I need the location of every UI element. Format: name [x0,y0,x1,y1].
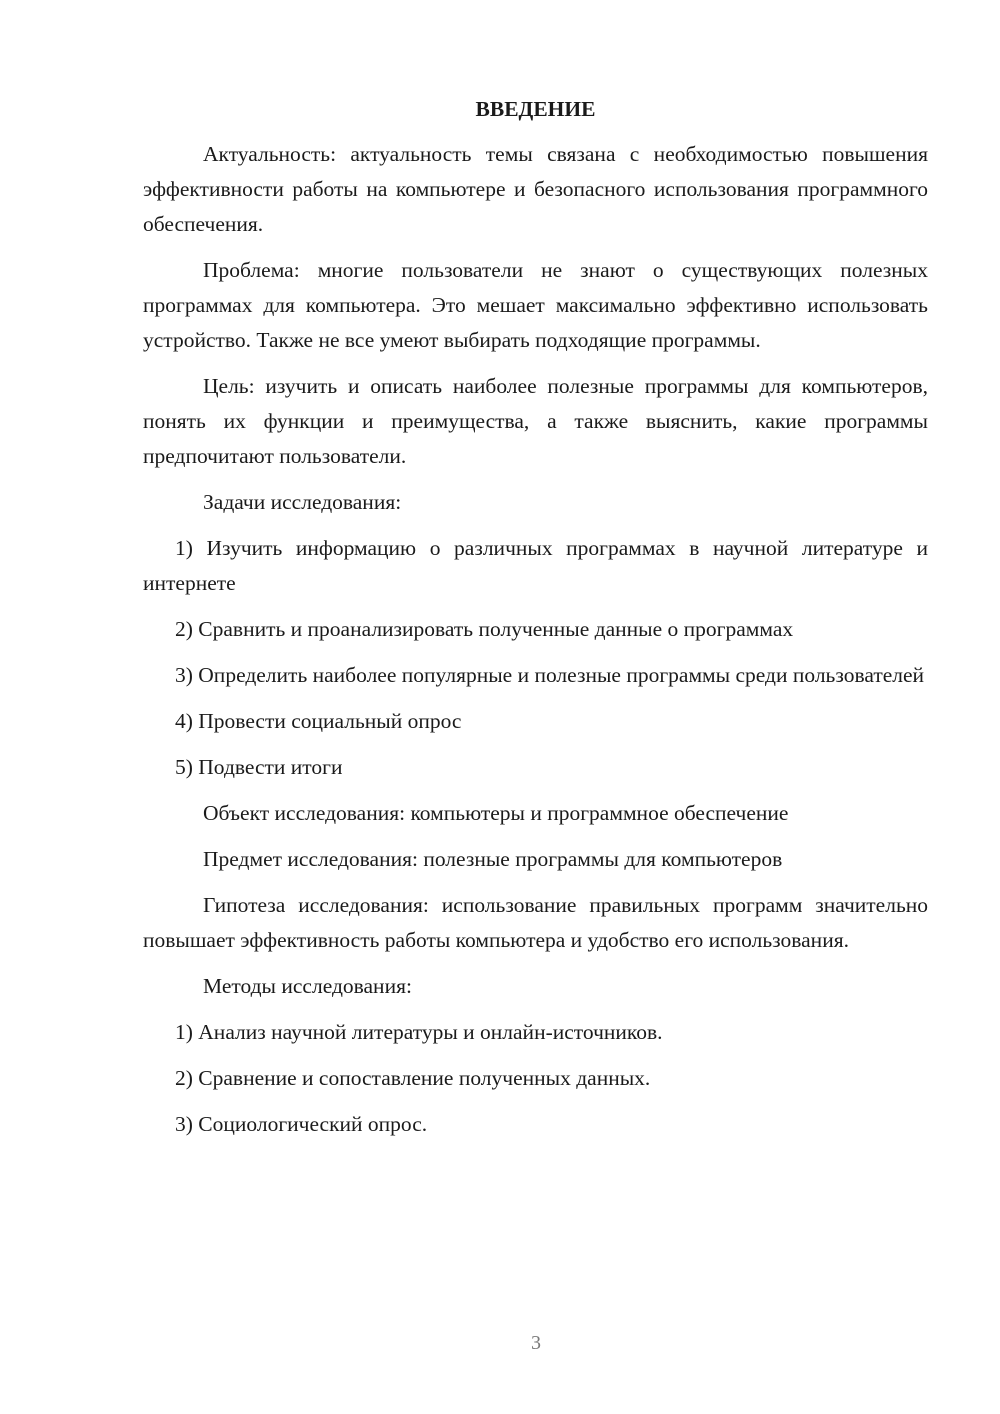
subject-paragraph: Предмет исследования: полезные программы для компьютеров [203,847,783,871]
method-item-3: 3) Социологический опрос. [175,1112,428,1136]
goal-paragraph: Цель: изучить и описать наиболее полезные программы для компьютеров, понять их функции и преимущества, а также выяснить, какие программы предпочитают пользователи. [143,374,928,468]
problem-paragraph: Проблема: многие пользователи не знают о существующих полезных программах для компьютера. Это мешает максимально эффективно использовать устройство. Также не все умеют выбирать подходящие программы. [143,258,928,352]
task-item-1: 1) Изучить информацию о различных программах в научной литературе и интернете [143,536,928,595]
object-paragraph: Объект исследования: компьютеры и программное обеспечение [203,801,789,825]
page-number: 3 [531,1332,541,1354]
task-item-3: 3) Определить наиболее популярные и полезные программы среди пользователей [175,663,925,687]
page-title: ВВЕДЕНИЕ [475,97,596,121]
hypothesis-paragraph: Гипотеза исследования: использование правильных программ значительно повышает эффективность работы компьютера и удобство его использования. [143,893,928,952]
document-page [143,92,928,1153]
methods-heading: Методы исследования: [203,974,412,998]
tasks-heading: Задачи исследования: [203,490,402,514]
task-item-4: 4) Провести социальный опрос [175,709,462,733]
method-item-2: 2) Сравнение и сопоставление полученных данных. [175,1066,651,1090]
relevance-paragraph: Актуальность: актуальность темы связана с необходимостью повышения эффективности работы на компьютере и безопасного использования программного обеспечения. [143,142,928,236]
task-item-5: 5) Подвести итоги [175,755,343,779]
task-item-2: 2) Сравнить и проанализировать полученные данные о программах [175,617,794,641]
method-item-1: 1) Анализ научной литературы и онлайн-источников. [175,1020,663,1044]
